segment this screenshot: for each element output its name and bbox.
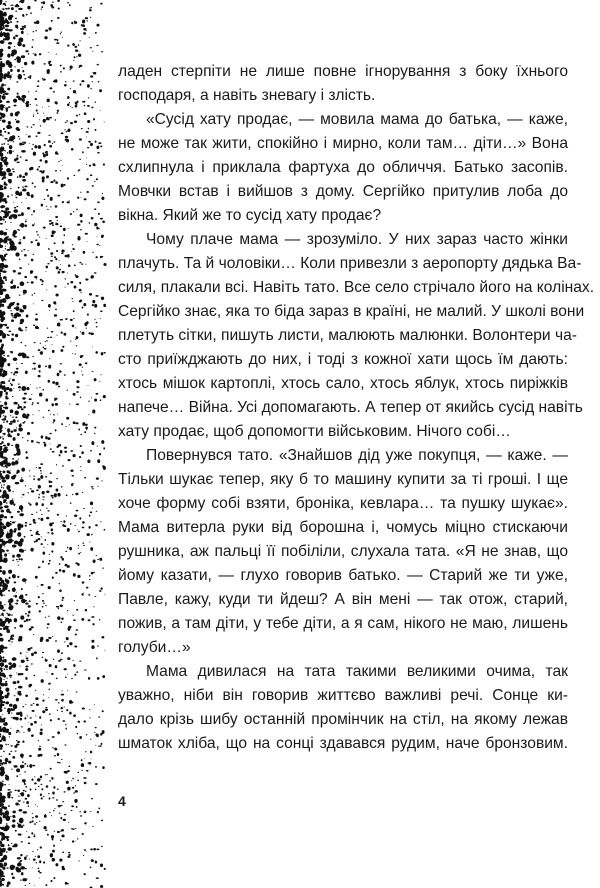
text-line: хоче форму собі взяти, броніка, кевлара… та пушку шукає». xyxy=(118,495,568,512)
text-line: плачуть. Та й чоловіки… Коли привезли з аеропорту дядька Ва- xyxy=(118,255,582,272)
text-line: уважно, ніби він говорив життєво важливі речі. Сонце ки- xyxy=(118,687,568,704)
text-line: сто приїжджають до них, і тоді з кожної хати щось їм дають: xyxy=(118,351,568,368)
text-line: дало крізь шибу останній промінчик на стіл, на якому лежав xyxy=(118,711,568,728)
text-line: Мама дивилася на тата такими великими очима, так xyxy=(146,663,568,680)
text-line: плетуть сітки, пишуть листи, малюють малюнки. Волонтери ча- xyxy=(118,327,577,344)
text-line: господаря, а навіть зневагу і злість. xyxy=(118,87,376,104)
text-line: Павле, кажу, куди ти йдеш? А він мені — так отож, старий, xyxy=(118,591,568,608)
page-number: 4 xyxy=(118,793,126,809)
text-line: хтось мішок картоплі, хтось сало, хтось яблук, хтось пиріжків xyxy=(118,375,568,392)
text-line: шматок хліба, що на сонці здавався рудим, наче бронзовим. xyxy=(118,735,568,752)
text-line: рушника, аж пальці її побіліли, слухала тата. «Я не знав, що xyxy=(118,543,568,560)
text-line: голуби…» xyxy=(118,639,191,656)
text-line: не може так жити, спокійно і мирно, коли там… діти…» Вона xyxy=(118,135,568,152)
text-line: схлипнула і приклала фартуха до обличчя. Батько засопів. xyxy=(118,159,568,176)
text-line: силя, плакали всі. Навіть тато. Все село стрічало його на колінах. xyxy=(118,279,595,296)
text-line: пожив, а там діти, у тебе діти, а я сам, нікого не маю, лишень xyxy=(118,615,568,632)
text-line: Повернувся тато. «Знайшов дід уже покупця, — каже. — xyxy=(146,447,568,464)
text-line: Чому плаче мама — зрозуміло. У них зараз часто жінки xyxy=(146,231,568,248)
text-line: ладен стерпіти не лише повне ігнорування з боку їхнього xyxy=(118,63,568,80)
text-line: напече… Війна. Усі допомагають. А тепер от якийсь сусід навіть xyxy=(118,399,583,416)
text-line: Мовчки встав і вийшов з дому. Сергійко притулив лоба до xyxy=(118,183,568,200)
text-line: Мама витерла руки від борошна і, чомусь міцно стискаючи xyxy=(118,519,568,536)
page-text xyxy=(118,60,595,756)
text-line: вікна. Який же то сусід хату продає? xyxy=(118,207,382,224)
text-line: Тільки шукає тепер, яку б то машину купити за ті гроші. І ще xyxy=(118,471,568,488)
text-line: Сергійко знає, яка то біда зараз в країні, не малий. У школі вони xyxy=(118,303,585,320)
text-line: «Сусід хату продає, — мовила мама до батька, — каже, xyxy=(146,111,568,128)
text-line: йому казати, — глухо говорив батько. — Старий же ти уже, xyxy=(118,567,568,584)
text-line: хату продає, щоб допомогти військовим. Нічого собі… xyxy=(118,423,511,440)
